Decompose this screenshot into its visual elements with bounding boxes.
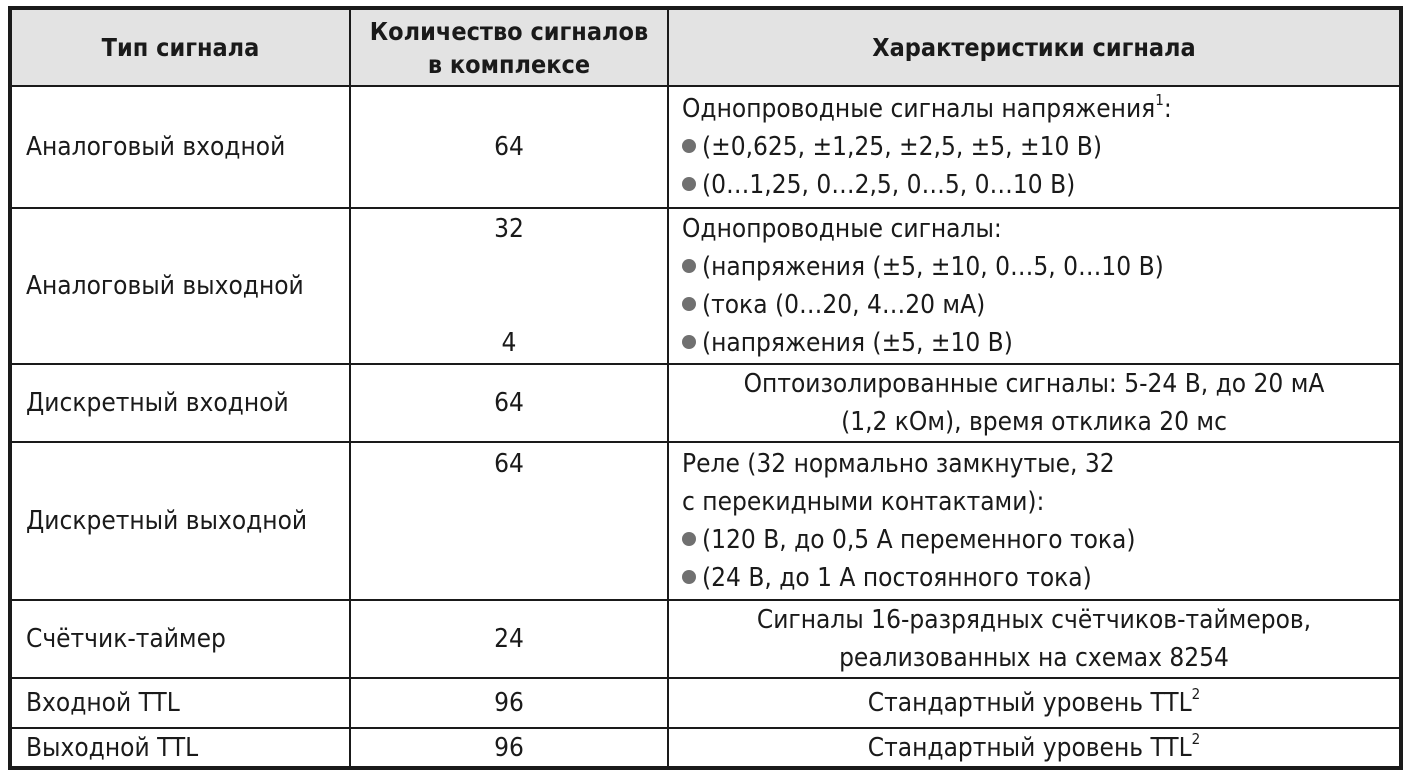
count-cell: 24	[350, 600, 668, 678]
chars-cell	[668, 86, 1399, 208]
chars-bullet: (напряжения (±5, ±10, 0…5, 0…10 В)	[682, 248, 1399, 286]
header-count	[350, 10, 668, 86]
count-cell: 64	[350, 364, 668, 442]
bullet-icon	[682, 297, 696, 311]
chars-line: Оптоизолированные сигналы: 5-24 В, до 20 мА	[743, 369, 1325, 399]
chars-line: (1,2 кОм), время отклика 20 мс	[841, 407, 1227, 437]
table-row	[12, 86, 1399, 208]
table-row	[12, 728, 1399, 767]
count-cell: 64	[350, 86, 668, 208]
table-row	[12, 600, 1399, 678]
type-cell: Аналоговый выходной	[12, 208, 350, 364]
chars-cell: Стандартный уровень TTL$^2$	[668, 728, 1399, 767]
type-cell: Входной TTL	[12, 678, 350, 728]
type-cell: Счётчик-таймер	[12, 600, 350, 678]
header-type: Тип сигнала	[12, 10, 350, 86]
chars-cell	[668, 600, 1399, 678]
header-count-line1: Количество сигналов	[369, 16, 649, 46]
chars-cell	[668, 364, 1399, 442]
bullet-icon	[682, 177, 696, 191]
count-top: 32	[494, 214, 524, 244]
chars-bullet: (напряжения (±5, ±10 В)	[682, 324, 1399, 362]
chars-bullet: (0…1,25, 0…2,5, 0…5, 0…10 В)	[682, 166, 1399, 204]
bullet-icon	[682, 532, 696, 546]
type-cell: Дискретный выходной	[12, 442, 350, 600]
table-row	[12, 364, 1399, 442]
chars-bullet: (±0,625, ±1,25, ±2,5, ±5, ±10 В)	[682, 128, 1399, 166]
count-cell: 64	[350, 442, 668, 600]
chars-intro: Реле (32 нормально замкнутые, 32	[682, 449, 1115, 479]
table-row	[12, 208, 1399, 364]
chars-line: реализованных на схемах 8254	[839, 643, 1229, 673]
chars-intro: с перекидными контактами):	[682, 487, 1045, 517]
chars-bullet: (120 В, до 0,5 А переменного тока)	[682, 521, 1399, 559]
chars-intro: Однопроводные сигналы:	[682, 214, 1002, 244]
type-cell: Дискретный входной	[12, 364, 350, 442]
table-row	[12, 442, 1399, 600]
chars-bullet: (24 В, до 1 А постоянного тока)	[682, 559, 1399, 597]
chars-cell: Стандартный уровень TTL$^2$	[668, 678, 1399, 728]
chars-cell	[668, 442, 1399, 600]
count-cell: 96	[350, 678, 668, 728]
type-cell: Выходной TTL	[12, 728, 350, 767]
type-cell: Аналоговый входной	[12, 86, 350, 208]
header-chars: Характеристики сигнала	[668, 10, 1399, 86]
count-cell: 96	[350, 728, 668, 767]
chars-bullet: (тока (0…20, 4…20 мА)	[682, 286, 1399, 324]
header-count-line2: в комплексе	[427, 49, 591, 79]
bullet-icon	[682, 259, 696, 273]
chars-line: Сигналы 16-разрядных счётчиков-таймеров,	[756, 605, 1312, 635]
count-bottom: 4	[501, 328, 517, 358]
header-row	[12, 10, 1399, 86]
bullet-icon	[682, 139, 696, 153]
table-row	[12, 678, 1399, 728]
bullet-icon	[682, 335, 696, 349]
signals-table	[12, 10, 1399, 767]
chars-intro: Однопроводные сигналы напряжения$^1$:	[682, 91, 1172, 124]
count-cell	[350, 208, 668, 364]
chars-cell	[668, 208, 1399, 364]
signals-table-frame	[8, 6, 1403, 770]
bullet-icon	[682, 570, 696, 584]
